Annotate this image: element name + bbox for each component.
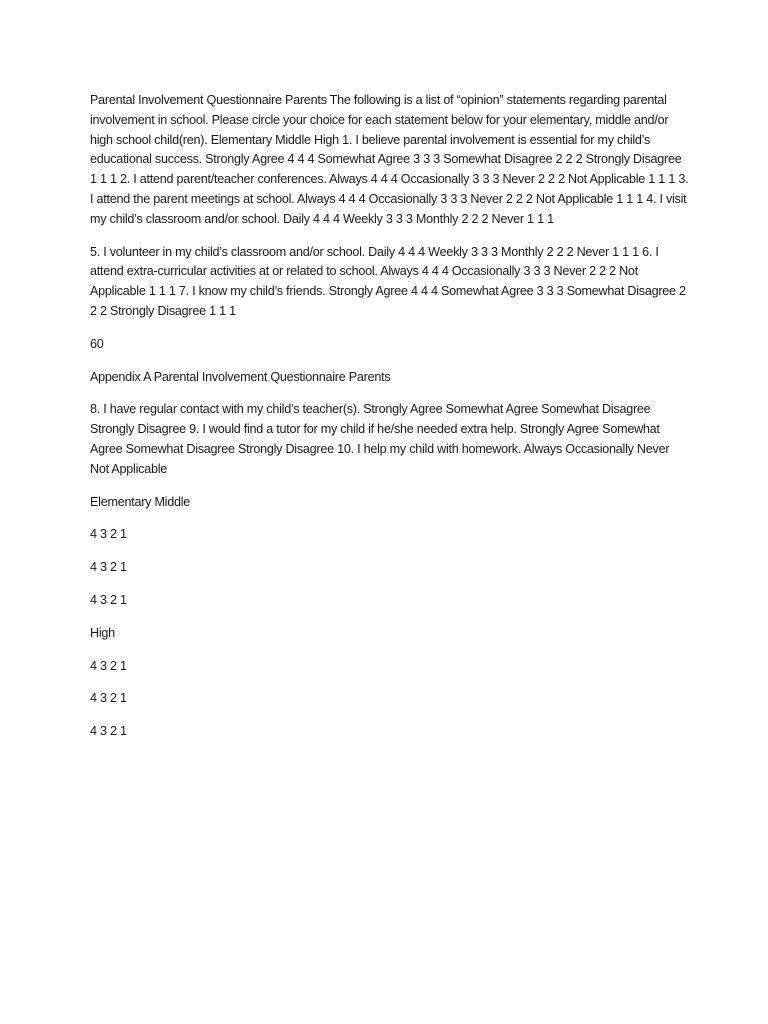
- column-header-elementary-middle: Elementary Middle: [90, 494, 191, 509]
- column-header-high: High: [90, 625, 115, 640]
- rating-row: 4 3 2 1: [90, 560, 127, 575]
- rating-row: 4 3 2 1: [90, 724, 127, 739]
- document-body: [90, 91, 690, 755]
- paragraph-intro-questions-1-4: Parental Involvement Questionnaire Parents The following is a list of “opinion” statements regarding parental involvement in school. Please circle your choice for each statement below for your elementary, middle and/or high school child(ren). Elementary Middle High 1. I believe parental involvement is essential for my child’s educational success. Strongly Agree 4 4 4 Somewhat Agree 3 3 3 Somewhat Disagree 2 2 2 Strongly Disagree 1 1 1 2. I attend parent/teacher conferences. Always 4 4 4 Occasionally 3 3 3 Never 2 2 2 Not Applicable 1 1 1 3. I attend the parent meetings at school. Always 4 4 4 Occasionally 3 3 3 Never 2 2 2 Not Applicable 1 1 1 4. I visit my child’s classroom and/or school. Daily 4 4 4 Weekly 3 3 3 Monthly 2 2 2 Never 1 1 1: [90, 93, 689, 226]
- rating-row: 4 3 2 1: [90, 691, 127, 706]
- rating-row: 4 3 2 1: [90, 658, 127, 673]
- appendix-heading: Appendix A Parental Involvement Questionnaire Parents: [90, 369, 391, 384]
- rating-row: 4 3 2 1: [90, 592, 127, 607]
- page-number: 60: [90, 336, 104, 351]
- paragraph-questions-5-7: 5. I volunteer in my child’s classroom and/or school. Daily 4 4 4 Weekly 3 3 3 Monthly 2 2 2 Never 1 1 1 6. I attend extra-curricular activities at or related to school. Always 4 4 4 Occasionally 3 3 3 Never 2 2 2 Not Applicable 1 1 1 7. I know my child’s friends. Strongly Agree 4 4 4 Somewhat Agree 3 3 3 Somewhat Disagree 2 2 2 Strongly Disagree 1 1 1: [90, 244, 686, 318]
- rating-row: 4 3 2 1: [90, 527, 127, 542]
- paragraph-questions-8-10: 8. I have regular contact with my child’s teacher(s). Strongly Agree Somewhat Agree Somewhat Disagree Strongly Disagree 9. I would find a tutor for my child if he/she needed extra help. Strongly Agree Somewhat Agree Somewhat Disagree Strongly Disagree 10. I help my child with homework. Always Occasionally Never Not Applicable: [90, 402, 670, 476]
